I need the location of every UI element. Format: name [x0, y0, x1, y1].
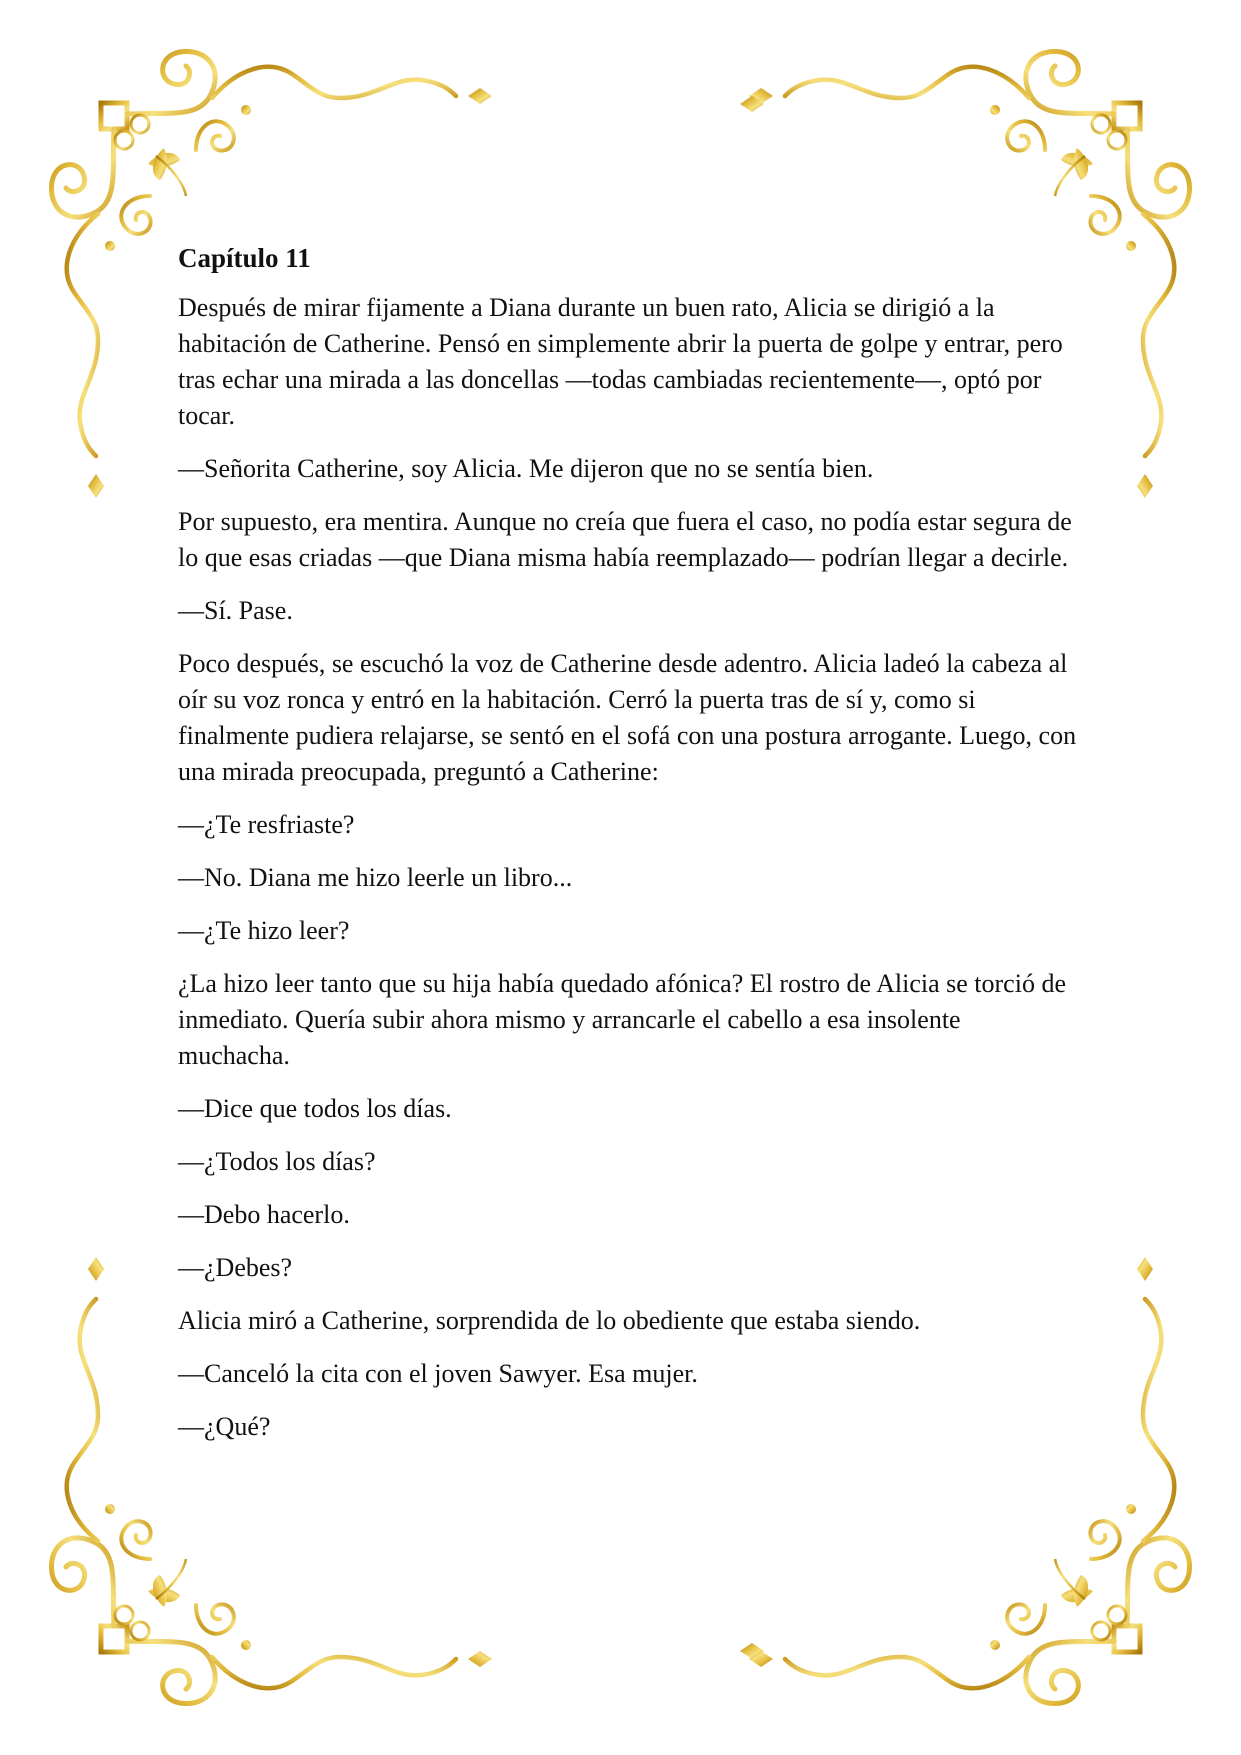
- paragraph: —¿Te resfriaste?: [178, 810, 355, 839]
- chapter-body: [178, 290, 1078, 1445]
- border-line-top: [516, 96, 764, 112]
- chapter-content: [178, 240, 1078, 1462]
- paragraph: Poco después, se escuchó la voz de Catherine desde adentro. Alicia ladeó la cabeza al oír su voz ronca y entró en la habitación. Cerró la puerta tras de sí y, como si finalmente pudiera relajarse, se sentó en el sofá con una postura arrogante. Luego, con una mirada preocupada, preguntó a Catherine:: [178, 649, 1077, 786]
- paragraph: Alicia miró a Catherine, sorprendida de lo obediente que estaba siendo.: [178, 1306, 921, 1335]
- paragraph: —Debo hacerlo.: [178, 1200, 350, 1229]
- border-line-bottom: [516, 1643, 764, 1659]
- paragraph: —Dice que todos los días.: [178, 1094, 452, 1123]
- paragraph: Por supuesto, era mentira. Aunque no creía que fuera el caso, no podía estar segura de lo que esas criadas —que Diana misma había reemplazado— podrían llegar a decirle.: [178, 507, 1072, 572]
- paragraph: —¿Te hizo leer?: [178, 916, 350, 945]
- paragraph: —Canceló la cita con el joven Sawyer. Esa mujer.: [178, 1359, 698, 1388]
- paragraph: —¿Qué?: [178, 1412, 271, 1441]
- paragraph: —¿Todos los días?: [178, 1147, 376, 1176]
- paragraph: —No. Diana me hizo leerle un libro...: [178, 863, 573, 892]
- paragraph: ¿La hizo leer tanto que su hija había quedado afónica? El rostro de Alicia se torció de inmediato. Quería subir ahora mismo y arrancarle el cabello a esa insolente muchacha.: [178, 969, 1066, 1070]
- paragraph: —¿Debes?: [178, 1253, 293, 1282]
- paragraph: —Sí. Pase.: [178, 596, 293, 625]
- paragraph: Después de mirar fijamente a Diana durante un buen rato, Alicia se dirigió a la habitación de Catherine. Pensó en simplemente abrir la puerta de golpe y entrar, pero tras echar una mirada a las doncellas —todas cambiadas recientemente—, optó por tocar.: [178, 293, 1063, 430]
- paragraph: —Señorita Catherine, soy Alicia. Me dijeron que no se sentía bien.: [178, 454, 874, 483]
- chapter-title: Capítulo 11: [178, 243, 311, 273]
